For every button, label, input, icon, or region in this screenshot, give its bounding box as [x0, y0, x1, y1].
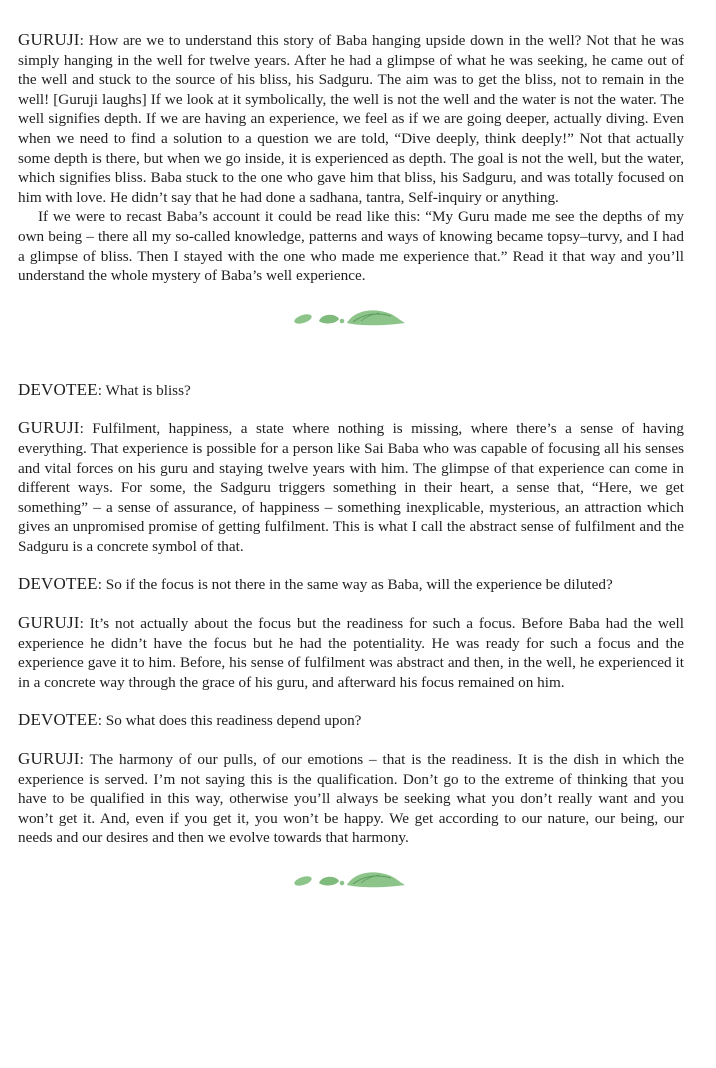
- paragraph: [18, 613, 684, 692]
- paragraph: [18, 749, 684, 848]
- paragraph: [18, 207, 684, 285]
- devotee-question-2: [18, 574, 684, 595]
- speaker-label: GURUJI: [18, 30, 80, 49]
- guruji-answer-2: [18, 613, 684, 692]
- speaker-label: GURUJI: [18, 418, 80, 438]
- paragraph-text: : So what does this readiness depend upon?: [97, 712, 362, 730]
- speaker-label: DEVOTEE: [18, 710, 98, 730]
- guruji-answer-3: [18, 749, 684, 848]
- speaker-label: GURUJI: [18, 613, 80, 633]
- paragraph: [18, 380, 684, 401]
- paragraph: [18, 574, 684, 595]
- leaf-ornament-icon: [291, 304, 411, 330]
- speaker-label: DEVOTEE: [18, 574, 98, 594]
- leaf-ornament-icon: [291, 866, 411, 892]
- guruji-statement-1: [18, 30, 684, 286]
- speaker-label: GURUJI: [18, 749, 80, 769]
- paragraph-text: : The harmony of our pulls, of our emotions – that is the readiness. It is the dish in which the experience is served. I’m not saying this is the qualification. Don’t go to the extreme of thinking that you have to be qualified in this way, otherwise you’ll always be seeking what you don’t really want and you won’t get it. And, even if you get it, you won’t be happy. We get according to our nature, our being, our needs and our desires and then we evolve towards that harmony.: [18, 751, 684, 847]
- paragraph-text: : Fulfilment, happiness, a state where nothing is missing, where there’s a sense of having everything. That experience is possible for a person like Sai Baba who was capable of focusing all his senses and vital forces on his guru and staying twelve years with him. The glimpse of that experience can come in different ways. For some, the Sadguru triggers something in their heart, a sense that, “Here, we get something” – a sense of assurance, of happiness – something inexplicable, mysterious, an attraction which gives an unpromised promise of getting fulfilment. This is what I call the abstract sense of fulfilment and the Sadguru is a concrete symbol of that.: [18, 420, 684, 555]
- paragraph-text: : How are we to understand this story of Baba hanging upside down in the well? Not that he was simply hanging in the well for twelve years. After he had a glimpse of what he was seeking, he came out of the well and stuck to the source of his bliss, his Sadguru. The aim was to get the bliss, not to remain in the well! [Guruji laughs] If we look at it symbolically, the well is not the well and the water is not the water. The well signifies depth. If we are having an experience, we feel as if we are going deeper, actually diving. Even when we need to find a solution to a question we are told, “Dive deeply, think deeply!” Not that actually some depth is there, but when we go inside, it is experienced as depth. The goal is not the well, but the water, which signifies bliss. Baba stuck to the one who gave him that bliss, his Sadguru, and was totally focused on him with love. He didn’t say that he had done a sadhana, tantra, Self-inquiry or anything.: [18, 32, 684, 206]
- paragraph-text: : What is bliss?: [97, 381, 191, 399]
- devotee-question-3: [18, 710, 684, 731]
- paragraph: [18, 418, 684, 556]
- paragraph: [18, 710, 684, 731]
- document-page: [18, 30, 684, 892]
- guruji-answer-1: [18, 418, 684, 556]
- devotee-question-1: [18, 380, 684, 401]
- paragraph-text: : So if the focus is not there in the same way as Baba, will the experience be diluted?: [97, 576, 613, 594]
- paragraph: [18, 30, 684, 207]
- paragraph-text: If we were to recast Baba’s account it could be read like this: “My Guru made me see the depths of my own being – there all my so-called knowledge, patterns and ways of knowing became topsy–turvy, and I had a glimpse of bliss. Then I stayed with the one who made me experience that.” Read it that way and you’ll understand the whole mystery of Baba’s well experience.: [18, 208, 684, 285]
- speaker-label: DEVOTEE: [18, 379, 98, 399]
- paragraph-text: : It’s not actually about the focus but the readiness for such a focus. Before Baba had the well experience he didn’t have the focus but he had the potentiality. He was ready for such a focus and the experience gave it to him. Before, his sense of fulfilment was abstract and then, in the well, he experienced it in a concrete way through the grace of his guru, and afterward his focus remained on him.: [18, 615, 684, 691]
